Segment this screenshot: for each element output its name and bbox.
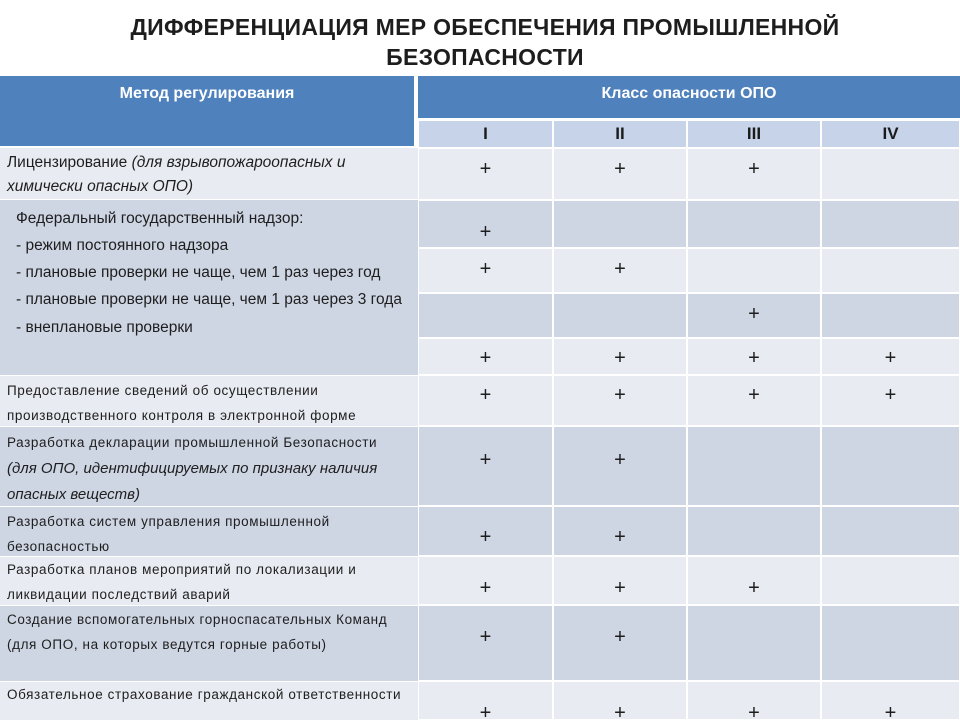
class-header-2: II: [553, 120, 687, 148]
management-mark-3: [687, 506, 821, 556]
row-insurance-label: Обязательное страхование гражданской ответственности: [0, 681, 418, 720]
reporting-mark-3: +: [687, 375, 821, 426]
row-licensing-label: [0, 148, 418, 200]
rescue-mark-1: +: [418, 605, 553, 681]
row-management-label: Разработка систем управления промышленной безопасностью: [0, 506, 418, 556]
accident-plans-mark-2: +: [553, 556, 687, 605]
accident-plans-mark-4: [821, 556, 960, 605]
supervision-sub-4: - внеплановые проверки: [16, 319, 193, 336]
class-header-4: IV: [821, 120, 960, 148]
row-supervision-label: [0, 200, 418, 375]
row-accident-plans-label: Разработка планов мероприятий по локализации и ликвидации последствий аварий: [0, 556, 418, 605]
row-rescue-label: Создание вспомогательных горноспасательных Команд (для ОПО, на которых ведутся горные работы): [0, 605, 418, 681]
supervision-heading: Федеральный государственный надзор:: [16, 210, 304, 227]
supervision-1-mark-4: [821, 200, 960, 248]
supervision-sub-3: - плановые проверки не чаще, чем 1 раз через 3 года: [16, 291, 402, 308]
licensing-mark-4: [821, 148, 960, 200]
declaration-mark-3: [687, 426, 821, 506]
declaration-note: (для ОПО, идентифицируемых по признаку наличия опасных веществ): [7, 460, 378, 503]
rescue-mark-2: +: [553, 605, 687, 681]
reporting-mark-4: +: [821, 375, 960, 426]
licensing-text: Лицензирование: [7, 154, 128, 171]
insurance-mark-3: +: [687, 681, 821, 720]
supervision-3-mark-2: [553, 293, 687, 338]
declaration-mark-4: [821, 426, 960, 506]
insurance-mark-1: +: [418, 681, 553, 720]
accident-plans-mark-3: +: [687, 556, 821, 605]
class-header-3: III: [687, 120, 821, 148]
supervision-3-mark-4: [821, 293, 960, 338]
title-line-1: ДИФФЕРЕНЦИАЦИЯ МЕР ОБЕСПЕЧЕНИЯ ПРОМЫШЛЕННОЙ: [130, 14, 840, 40]
method-header: [0, 76, 416, 146]
management-mark-2: +: [553, 506, 687, 556]
reporting-mark-2: +: [553, 375, 687, 426]
supervision-2-mark-2: +: [553, 248, 687, 293]
licensing-mark-2: +: [553, 148, 687, 200]
supervision-4-mark-2: +: [553, 338, 687, 375]
hazard-class-header-label: Класс опасности ОПО: [601, 85, 777, 102]
licensing-note: (для взрывопожароопасных и химически опасных ОПО): [7, 154, 346, 195]
method-header-label: Метод регулирования: [119, 85, 295, 102]
supervision-3-mark-1: [418, 293, 553, 338]
licensing-mark-1: +: [418, 148, 553, 200]
title-line-2: БЕЗОПАСНОСТИ: [386, 44, 584, 70]
licensing-mark-3: +: [687, 148, 821, 200]
rescue-mark-4: [821, 605, 960, 681]
management-mark-1: +: [418, 506, 553, 556]
supervision-2-mark-3: [687, 248, 821, 293]
accident-plans-mark-1: +: [418, 556, 553, 605]
hazard-class-header: [418, 76, 960, 118]
supervision-4-mark-1: +: [418, 338, 553, 375]
supervision-2-mark-4: [821, 248, 960, 293]
insurance-mark-2: +: [553, 681, 687, 720]
supervision-1-mark-3: [687, 200, 821, 248]
declaration-mark-1: +: [418, 426, 553, 506]
supervision-4-mark-3: +: [687, 338, 821, 375]
supervision-4-mark-4: +: [821, 338, 960, 375]
supervision-1-mark-1: +: [418, 200, 553, 248]
declaration-mark-2: +: [553, 426, 687, 506]
management-mark-4: [821, 506, 960, 556]
declaration-text: Разработка декларации промышленной Безопасности: [7, 435, 378, 450]
row-reporting-label: Предоставление сведений об осуществлении производственного контроля в электронной форме: [0, 375, 418, 426]
supervision-sub-2: - плановые проверки не чаще, чем 1 раз через год: [16, 264, 381, 281]
row-declaration-label: [0, 426, 418, 506]
reporting-mark-1: +: [418, 375, 553, 426]
rescue-mark-3: [687, 605, 821, 681]
insurance-mark-4: +: [821, 681, 960, 720]
supervision-2-mark-1: +: [418, 248, 553, 293]
supervision-sub-1: - режим постоянного надзора: [16, 237, 229, 254]
class-header-1: I: [418, 120, 553, 148]
supervision-1-mark-2: [553, 200, 687, 248]
supervision-3-mark-3: +: [687, 293, 821, 338]
